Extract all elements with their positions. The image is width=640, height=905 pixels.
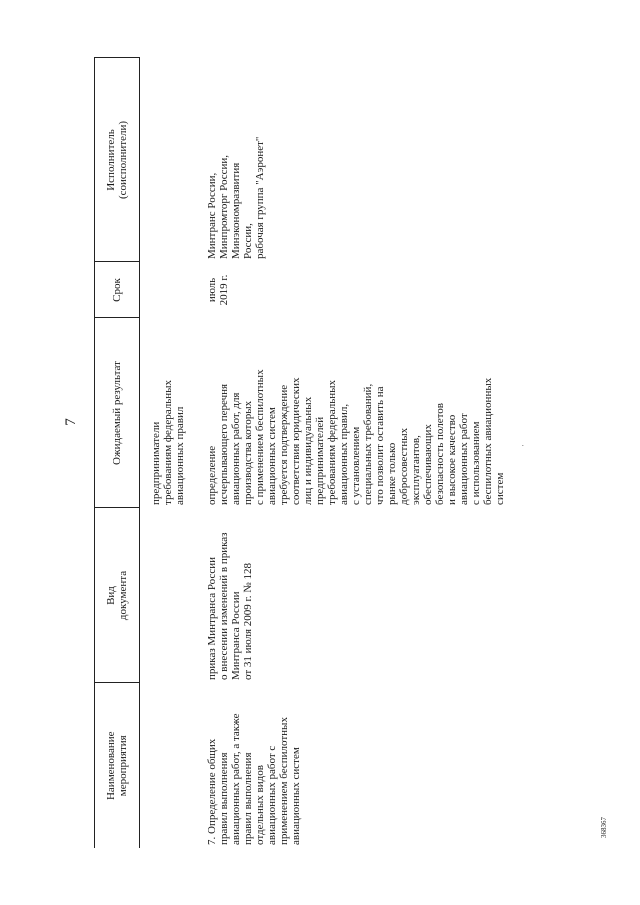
header-deadline: Срок bbox=[95, 262, 140, 318]
table-row-continued bbox=[140, 58, 201, 848]
table-row-7 bbox=[200, 58, 508, 848]
action-plan-table-rotated bbox=[94, 58, 564, 848]
table-header-row bbox=[95, 58, 140, 848]
row-7-name: 7. Определение общих правил выполнения авиационных работ, а также правил выполнения отдельных видов авиационных работ с применением беспилотных авиационных систем bbox=[206, 713, 302, 845]
header-name: Наименование мероприятия bbox=[95, 683, 140, 848]
document-id: 368367 bbox=[600, 817, 608, 838]
row-7-doc-type: приказ Минтранса России о внесении изменений в приказ Минтранса России от 31 июля 2009 г. № 128 bbox=[206, 532, 254, 680]
continued-name-cell bbox=[140, 683, 201, 848]
row-7-executor: Минтранс России, Минпромторг России, Минэкономразвития России, рабочая группа "Аэронет" bbox=[206, 136, 266, 259]
page-number: 7 bbox=[63, 418, 79, 426]
header-expected-result: Ожидаемый результат bbox=[95, 318, 140, 508]
stray-mark: . bbox=[522, 440, 524, 448]
continued-executor-cell bbox=[140, 58, 201, 262]
row-7-expected-result: определение исчерпывающего перечня авиационных работ, для производства которых с применением беспилотных авиационных систем требуется подтверждение соответствия юридических лиц и индивидуальных предпринимателей требованиям федеральных авиационных правил, с установлением специальных требований, что позволит оставить на рынке только добросовестных эксплуатантов, обеспечивающих безопасность полетов и высокое качество авиационных работ с использованием беспилотных авиационных систем bbox=[206, 369, 506, 505]
continued-deadline-cell bbox=[140, 262, 201, 318]
row-7-deadline: июль 2019 г. bbox=[206, 274, 230, 306]
header-doc-type: Вид документа bbox=[95, 508, 140, 683]
continued-result-cell: предприниматели требованиям федеральных авиационных правил bbox=[150, 379, 186, 505]
continued-doc-cell bbox=[140, 508, 201, 683]
header-executor: Исполнитель (соисполнители) bbox=[95, 58, 140, 262]
action-plan-table bbox=[94, 58, 508, 849]
